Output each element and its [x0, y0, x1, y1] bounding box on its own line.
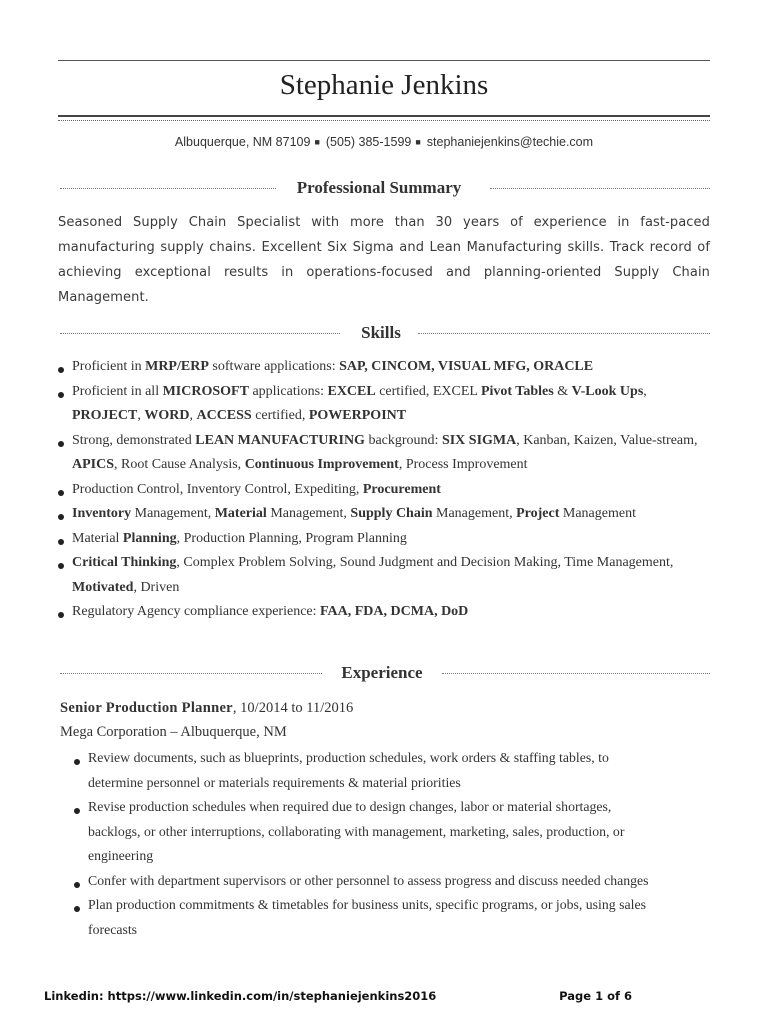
skill-text: &	[553, 383, 572, 399]
skills-section-header	[58, 321, 710, 345]
skill-text: , Kanban, Kaizen, Value-stream,	[516, 432, 698, 448]
skill-keyword: Procurement	[362, 481, 441, 497]
section-dotted-rule	[60, 333, 340, 334]
skill-keyword: ACCESS	[196, 408, 252, 423]
skill-keyword: Planning	[122, 530, 177, 546]
section-dotted-rule	[418, 333, 710, 334]
skill-text: software applications:	[208, 359, 340, 374]
skill-keyword: MRP/ERP	[145, 359, 209, 374]
skill-item	[58, 355, 710, 380]
candidate-name: Stephanie Jenkins	[279, 69, 489, 101]
skill-item	[58, 502, 710, 527]
skill-text: Management,	[266, 506, 351, 521]
section-dotted-rule	[490, 188, 710, 189]
skill-text: Production Control, Inventory Control, Expediting,	[72, 481, 363, 497]
skill-item	[58, 551, 710, 600]
page-number: Page 1 of 6	[559, 989, 632, 1003]
skill-text: background:	[364, 432, 442, 448]
duties-list	[72, 746, 652, 942]
skill-text: Material	[72, 530, 123, 546]
linkedin-link[interactable]: Linkedin: https://www.linkedin.com/in/stephaniejenkins2016	[44, 989, 437, 1003]
skill-keyword: Project	[516, 506, 560, 521]
skill-item	[58, 429, 710, 478]
company: Mega Corporation – Albuquerque, NM	[60, 724, 287, 740]
section-title: Professional Summary	[296, 178, 462, 197]
job-title: Senior Production Planner	[60, 700, 233, 716]
job-dates: , 10/2014 to 11/2016	[232, 700, 354, 716]
skill-text: Management	[559, 506, 636, 521]
skill-text: ,	[189, 408, 197, 423]
contact-line	[58, 132, 710, 152]
skill-text: Proficient in	[72, 359, 146, 374]
skill-text: , Production Planning, Program Planning	[176, 530, 407, 546]
separator-square-icon: ■	[415, 137, 421, 147]
skill-text: ,	[643, 383, 647, 399]
section-dotted-rule	[60, 188, 276, 189]
summary-section-header	[58, 176, 710, 200]
section-dotted-rule	[442, 673, 710, 674]
skill-text: , Complex Problem Solving, Sound Judgment and Decision Making, Time Management,	[176, 555, 674, 570]
skill-keyword: Motivated	[72, 579, 134, 595]
skill-keyword: MICROSOFT	[162, 383, 249, 399]
skill-text: Proficient in all	[72, 383, 163, 399]
section-title: Experience	[341, 663, 423, 682]
separator-square-icon: ■	[314, 137, 320, 147]
header-dotted-rule	[58, 120, 710, 121]
skill-text: , Root Cause Analysis,	[114, 457, 245, 472]
phone: (505) 385-1599	[325, 135, 412, 149]
skill-keyword: WORD	[144, 408, 190, 423]
top-rule	[58, 60, 710, 61]
skill-keyword: V-Look Ups	[571, 383, 644, 399]
skill-keyword: Continuous Improvement	[244, 457, 399, 472]
skill-keyword: Material	[214, 506, 267, 521]
skill-keyword: Critical Thinking	[72, 555, 177, 570]
skill-item	[58, 600, 710, 625]
duty-item: Confer with department supervisors or other personnel to assess progress and discuss needed changes	[72, 869, 652, 894]
skill-item	[58, 380, 710, 429]
skill-keyword: POWERPOINT	[308, 408, 407, 423]
skill-keyword: FAA, FDA, DCMA, DoD	[320, 604, 469, 619]
skill-text: Strong, demonstrated	[72, 432, 196, 448]
section-title: Skills	[361, 323, 401, 342]
header-rule	[58, 115, 710, 117]
skill-text: certified,	[251, 408, 309, 423]
skill-item	[58, 478, 710, 503]
email-link[interactable]: stephaniejenkins@techie.com	[426, 135, 594, 149]
skill-text: certified, EXCEL	[375, 383, 481, 399]
skill-text: ,	[137, 408, 145, 423]
skill-item	[58, 527, 710, 552]
skill-keyword: LEAN MANUFACTURING	[195, 432, 365, 448]
job-heading	[60, 697, 353, 719]
skill-text: , Driven	[133, 579, 180, 595]
skill-text: , Process Improvement	[398, 457, 528, 472]
duty-item: Plan production commitments & timetables for business units, specific programs, or jobs, using sales forecasts	[72, 893, 652, 942]
section-dotted-rule	[60, 673, 322, 674]
footer	[44, 989, 632, 1007]
skill-keyword: Pivot Tables	[480, 383, 554, 399]
address: Albuquerque, NM 87109	[174, 135, 311, 149]
professional-summary: Seasoned Supply Chain Specialist with more than 30 years of experience in fast-paced manufacturing supply chains. Excellent Six Sigma and Lean Manufacturing skills. Track record of achieving exceptional results in operations-focused and planning-oriented Supply Chain Management.	[58, 215, 710, 305]
skill-text: Management,	[432, 506, 517, 521]
skill-keyword: APICS	[72, 457, 115, 472]
experience-section-header	[58, 661, 710, 685]
skill-keyword: SAP, CINCOM, VISUAL MFG, ORACLE	[339, 359, 594, 374]
skill-keyword: Supply Chain	[350, 506, 433, 521]
skill-keyword: SIX SIGMA	[441, 432, 517, 448]
duty-item: Review documents, such as blueprints, production schedules, work orders & staffing tables, to determine personnel or materials requirements & material priorities	[72, 746, 652, 795]
duty-item: Revise production schedules when required due to design changes, labor or material shortages, backlogs, or other interruptions, collaborating with management, marketing, sales, production, or engineering	[72, 795, 652, 869]
skill-text: Management,	[131, 506, 215, 521]
skill-text: applications:	[248, 383, 328, 399]
skill-keyword: PROJECT	[72, 408, 138, 423]
skill-keyword: Inventory	[72, 506, 132, 521]
skills-list	[58, 355, 710, 625]
skill-text: Regulatory Agency compliance experience:	[72, 604, 321, 619]
skill-keyword: EXCEL	[327, 383, 376, 399]
